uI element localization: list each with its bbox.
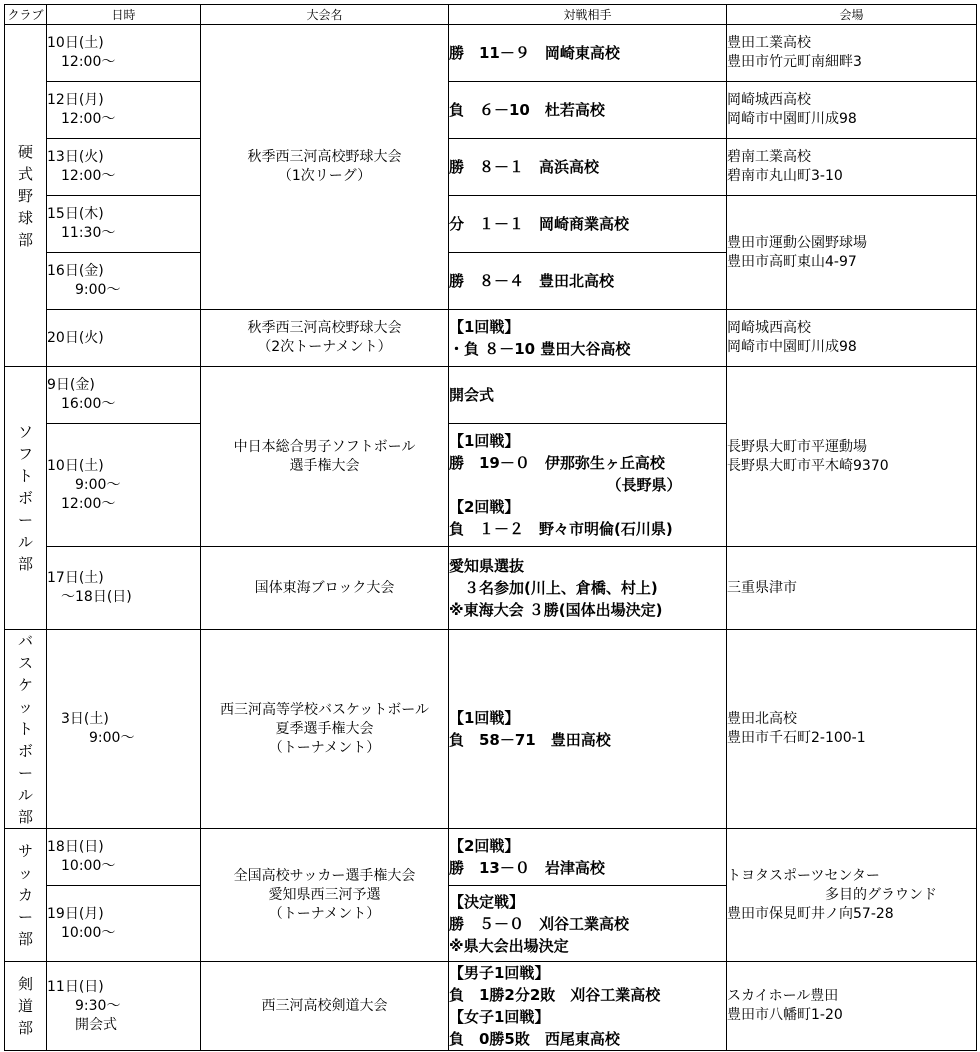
header-venue: 会場 [727, 5, 977, 25]
datetime-cell: 19日(月) 10:00～ [47, 886, 201, 962]
competition-cell: 中日本総合男子ソフトボール 選手権大会 [201, 367, 449, 547]
datetime-cell: 16日(金) 9:00～ [47, 253, 201, 310]
table-row [5, 82, 977, 139]
header-competition: 大会名 [201, 5, 449, 25]
header-row [5, 5, 977, 25]
table-row [5, 962, 977, 1051]
opponent-cell: 勝 11－９ 岡崎東高校 [449, 25, 727, 82]
datetime-cell: 20日(火) [47, 310, 201, 367]
table-row [5, 547, 977, 630]
datetime-cell: 18日(日) 10:00～ [47, 829, 201, 886]
opponent-cell: 分 １－１ 岡崎商業高校 [449, 196, 727, 253]
datetime-cell: 10日(土) 12:00～ [47, 25, 201, 82]
competition-cell: 西三河高等学校バスケットボール 夏季選手権大会 （トーナメント） [201, 630, 449, 829]
competition-cell: 秋季西三河高校野球大会 （2次トーナメント） [201, 310, 449, 367]
header-club: クラブ [5, 5, 47, 25]
datetime-cell: 15日(木) 11:30～ [47, 196, 201, 253]
opponent-cell: 勝 ８－１ 高浜高校 [449, 139, 727, 196]
venue-cell: 豊田市運動公園野球場 豊田市高町東山4-97 [727, 196, 977, 310]
datetime-cell: 9日(金) 16:00～ [47, 367, 201, 424]
competition-cell: 全国高校サッカー選手権大会 愛知県西三河予選 （トーナメント） [201, 829, 449, 962]
venue-cell: 岡崎城西高校 岡崎市中園町川成98 [727, 310, 977, 367]
table-row [5, 829, 977, 886]
venue-cell: スカイホール豊田 豊田市八幡町1-20 [727, 962, 977, 1051]
venue-cell: 岡崎城西高校 岡崎市中園町川成98 [727, 82, 977, 139]
opponent-cell: 負 ６－10 杜若高校 [449, 82, 727, 139]
competition-cell: 国体東海ブロック大会 [201, 547, 449, 630]
schedule-table [4, 4, 977, 1051]
venue-cell: 豊田北高校 豊田市千石町2-100-1 [727, 630, 977, 829]
competition-cell: 秋季西三河高校野球大会 （1次リーグ） [201, 25, 449, 310]
venue-cell: 豊田工業高校 豊田市竹元町南細畔3 [727, 25, 977, 82]
datetime-cell: 3日(土) 9:00～ [47, 630, 201, 829]
datetime-cell: 11日(日) 9:30～ 開会式 [47, 962, 201, 1051]
venue-cell: 碧南工業高校 碧南市丸山町3-10 [727, 139, 977, 196]
venue-cell: 三重県津市 [727, 547, 977, 630]
venue-cell: トヨタスポーツセンター 多目的グラウンド 豊田市保見町井ノ向57-28 [727, 829, 977, 962]
opponent-cell: 【男子1回戦】 負 1勝2分2敗 刈谷工業高校 【女子1回戦】 負 0勝5敗 西尾東高校 [449, 962, 727, 1051]
opponent-cell: 【1回戦】 負 58－71 豊田高校 [449, 630, 727, 829]
header-opponent: 対戦相手 [449, 5, 727, 25]
opponent-cell: 勝 ８－４ 豊田北高校 [449, 253, 727, 310]
opponent-cell: 愛知県選抜 ３名参加(川上、倉橋、村上) ※東海大会 ３勝(国体出場決定) [449, 547, 727, 630]
table-row [5, 139, 977, 196]
datetime-cell: 17日(土) ～18日(日) [47, 547, 201, 630]
table-row [5, 196, 977, 253]
club-baseball: 硬 式 野 球 部 [5, 25, 47, 367]
table-row [5, 25, 977, 82]
datetime-cell: 10日(土) 9:00～ 12:00～ [47, 424, 201, 547]
club-soccer: サ ッ カ ー 部 [5, 829, 47, 962]
header-datetime: 日時 [47, 5, 201, 25]
opponent-cell: 【1回戦】 ・負 ８－10 豊田大谷高校 [449, 310, 727, 367]
datetime-cell: 12日(月) 12:00～ [47, 82, 201, 139]
opponent-cell: 【2回戦】 勝 13－０ 岩津高校 [449, 829, 727, 886]
table-row [5, 630, 977, 829]
venue-cell: 長野県大町市平運動場 長野県大町市平木崎9370 [727, 367, 977, 547]
opponent-cell: 【1回戦】 勝 19－０ 伊那弥生ヶ丘高校 （長野県） 【2回戦】 負 １－２ 野々市明倫(石川県) [449, 424, 727, 547]
club-softball: ソ フ ト ボ ー ル 部 [5, 367, 47, 630]
opponent-cell: 開会式 [449, 367, 727, 424]
club-basketball: バ ス ケ ッ ト ボ ー ル 部 [5, 630, 47, 829]
table-row [5, 310, 977, 367]
competition-cell: 西三河高校剣道大会 [201, 962, 449, 1051]
opponent-cell: 【決定戦】 勝 ５－０ 刈谷工業高校 ※県大会出場決定 [449, 886, 727, 962]
datetime-cell: 13日(火) 12:00～ [47, 139, 201, 196]
table-row [5, 367, 977, 424]
club-kendo: 剣 道 部 [5, 962, 47, 1051]
